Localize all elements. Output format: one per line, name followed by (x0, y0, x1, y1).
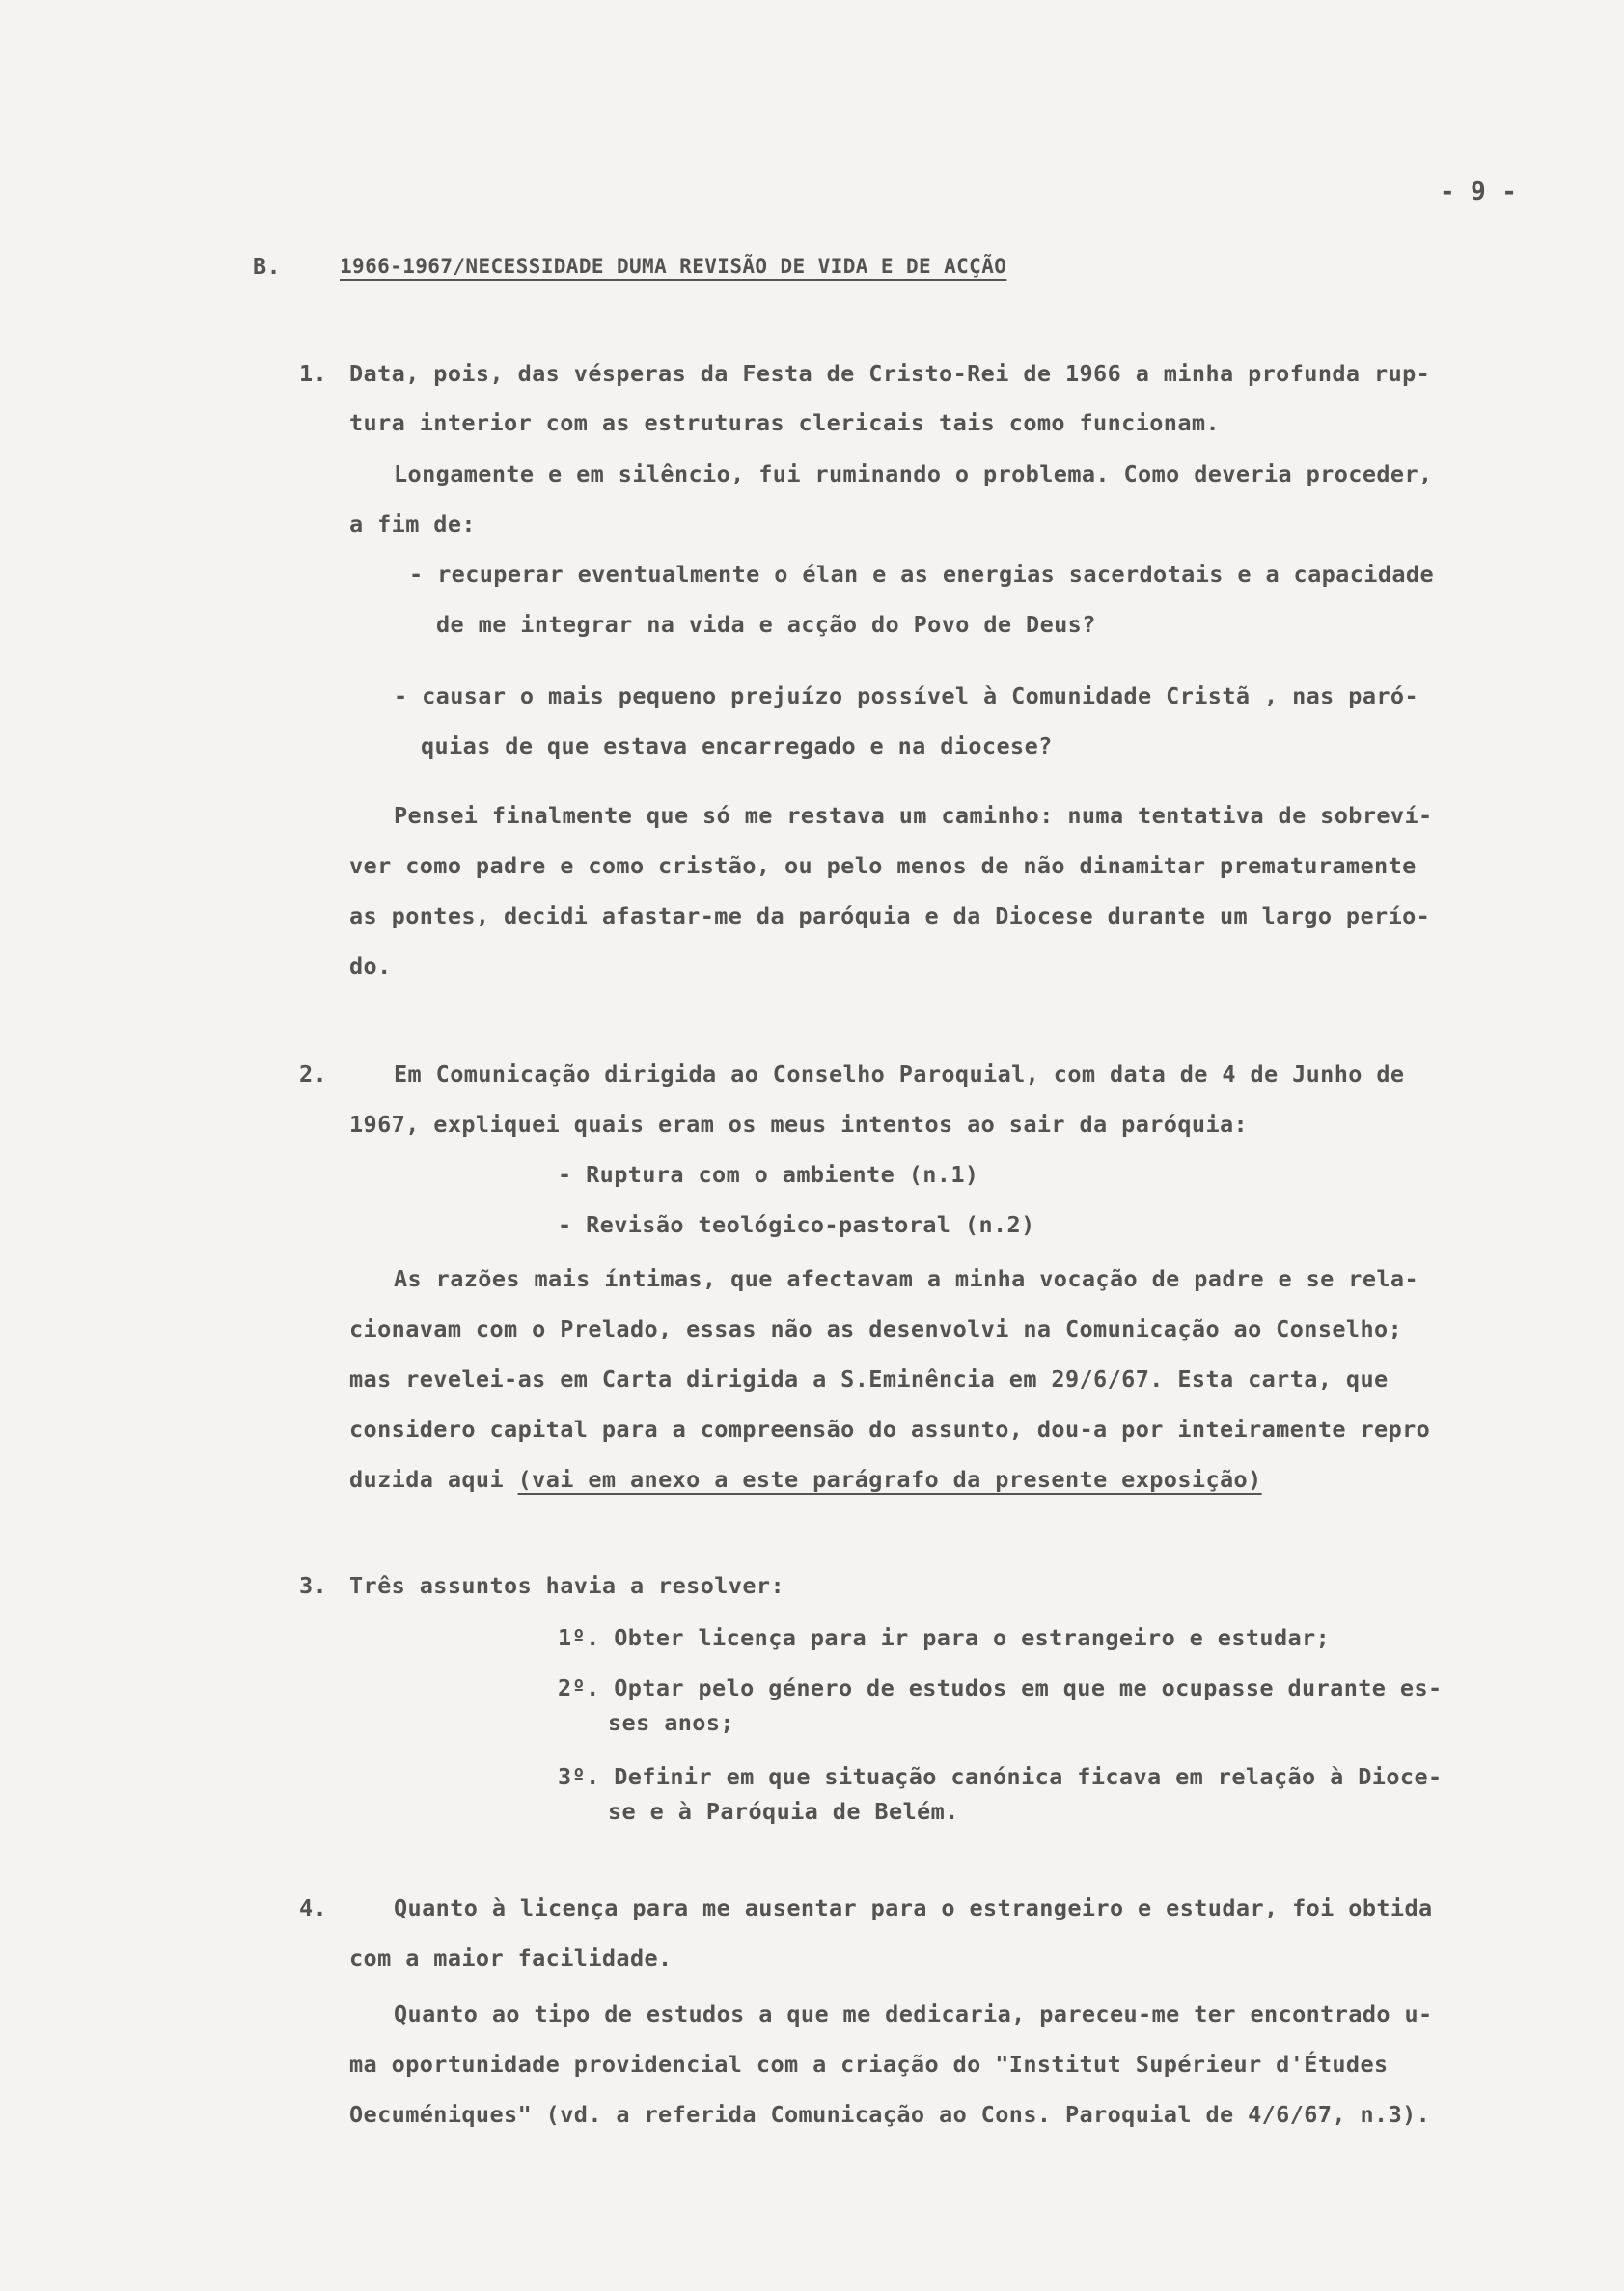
paragraph-3-list-item: 3º. Definir em que situação canónica ficava em relação à Dioce- (558, 1763, 1443, 1790)
paragraph-3-list-item: 2º. Optar pelo género de estudos em que me ocupasse durante es- (558, 1674, 1443, 1701)
paragraph-3-intro: Três assuntos havia a resolver: (349, 1572, 784, 1599)
paragraph-2-line-wrapper (349, 1465, 1262, 1494)
paragraph-4-number: 4. (299, 1894, 328, 1921)
paragraph-3-number: 3. (299, 1572, 328, 1599)
paragraph-1-number: 1. (299, 360, 328, 387)
paragraph-1-bullet-line: quias de que estava encarregado e na diocese? (421, 732, 1053, 759)
paragraph-1-line: do. (349, 952, 392, 980)
paragraph-1-bullet-line: - recuperar eventualmente o élan e as energias sacerdotais e a capacidade (409, 561, 1435, 588)
paragraph-2-line: considero capital para a compreensão do assunto, dou-a por inteiramente repro (349, 1416, 1431, 1443)
paragraph-2-list-item: - Revisão teológico-pastoral (n.2) (558, 1211, 1035, 1238)
paragraph-4-line: Oecuméniques" (vd. a referida Comunicação ao Cons. Paroquial de 4/6/67, n.3). (349, 2101, 1431, 2128)
annex-note: (vai em anexo a este parágrafo da presente exposição) (517, 1466, 1262, 1493)
paragraph-2-number: 2. (299, 1061, 328, 1088)
paragraph-3-list-item: se e à Paróquia de Belém. (608, 1798, 959, 1825)
paragraph-1-bullet-line: - causar o mais pequeno prejuízo possível à Comunidade Cristã , nas paró- (394, 682, 1419, 709)
paragraph-2-line: Em Comunicação dirigida ao Conselho Paroquial, com data de 4 de Junho de (394, 1061, 1405, 1088)
paragraph-1-line: tura interior com as estruturas clericais tais como funcionam. (349, 409, 1220, 436)
paragraph-1-line: Pensei finalmente que só me restava um caminho: numa tentativa de sobreví- (394, 802, 1433, 829)
section-letter: B. (253, 253, 282, 280)
paragraph-2-line: As razões mais íntimas, que afectavam a minha vocação de padre e se rela- (394, 1265, 1419, 1292)
paragraph-3-list-item: 1º. Obter licença para ir para o estrangeiro e estudar; (558, 1624, 1331, 1651)
page-number: - 9 - (1440, 178, 1518, 207)
paragraph-2-line: mas revelei-as em Carta dirigida a S.Eminência em 29/6/67. Esta carta, que (349, 1366, 1389, 1393)
paragraph-1-line: Longamente e em silêncio, fui ruminando o problema. Como deveria proceder, (394, 460, 1433, 487)
paragraph-2-line: duzida aqui (349, 1466, 518, 1493)
paragraph-4-line: com a maior facilidade. (349, 1945, 673, 1972)
section-title: 1966-1967/NECESSIDADE DUMA REVISÃO DE VIDA E DE ACÇÃO (340, 255, 1007, 278)
paragraph-2-list-item: - Ruptura com o ambiente (n.1) (558, 1161, 979, 1188)
paragraph-3-list-item: ses anos; (608, 1709, 734, 1736)
paragraph-1-bullet-line: de me integrar na vida e acção do Povo de Deus? (436, 611, 1096, 638)
paragraph-4-line: Quanto ao tipo de estudos a que me dedicaria, pareceu-me ter encontrado u- (394, 2001, 1433, 2028)
paragraph-1-line: a fim de: (349, 511, 476, 538)
paragraph-4-line: ma oportunidade providencial com a criação do "Institut Supérieur d'Études (349, 2051, 1389, 2078)
paragraph-2-line: cionavam com o Prelado, essas não as desenvolvi na Comunicação ao Conselho; (349, 1315, 1403, 1342)
paragraph-4-line: Quanto à licença para me ausentar para o estrangeiro e estudar, foi obtida (394, 1894, 1433, 1921)
paragraph-1-line: as pontes, decidi afastar-me da paróquia e da Diocese durante um largo perío- (349, 902, 1431, 929)
paragraph-2-line: 1967, expliquei quais eram os meus intentos ao sair da paróquia: (349, 1111, 1249, 1138)
paragraph-1-line: ver como padre e como cristão, ou pelo menos de não dinamitar prematuramente (349, 852, 1417, 879)
paragraph-1-line: Data, pois, das vésperas da Festa de Cristo-Rei de 1966 a minha profunda rup- (349, 360, 1431, 387)
